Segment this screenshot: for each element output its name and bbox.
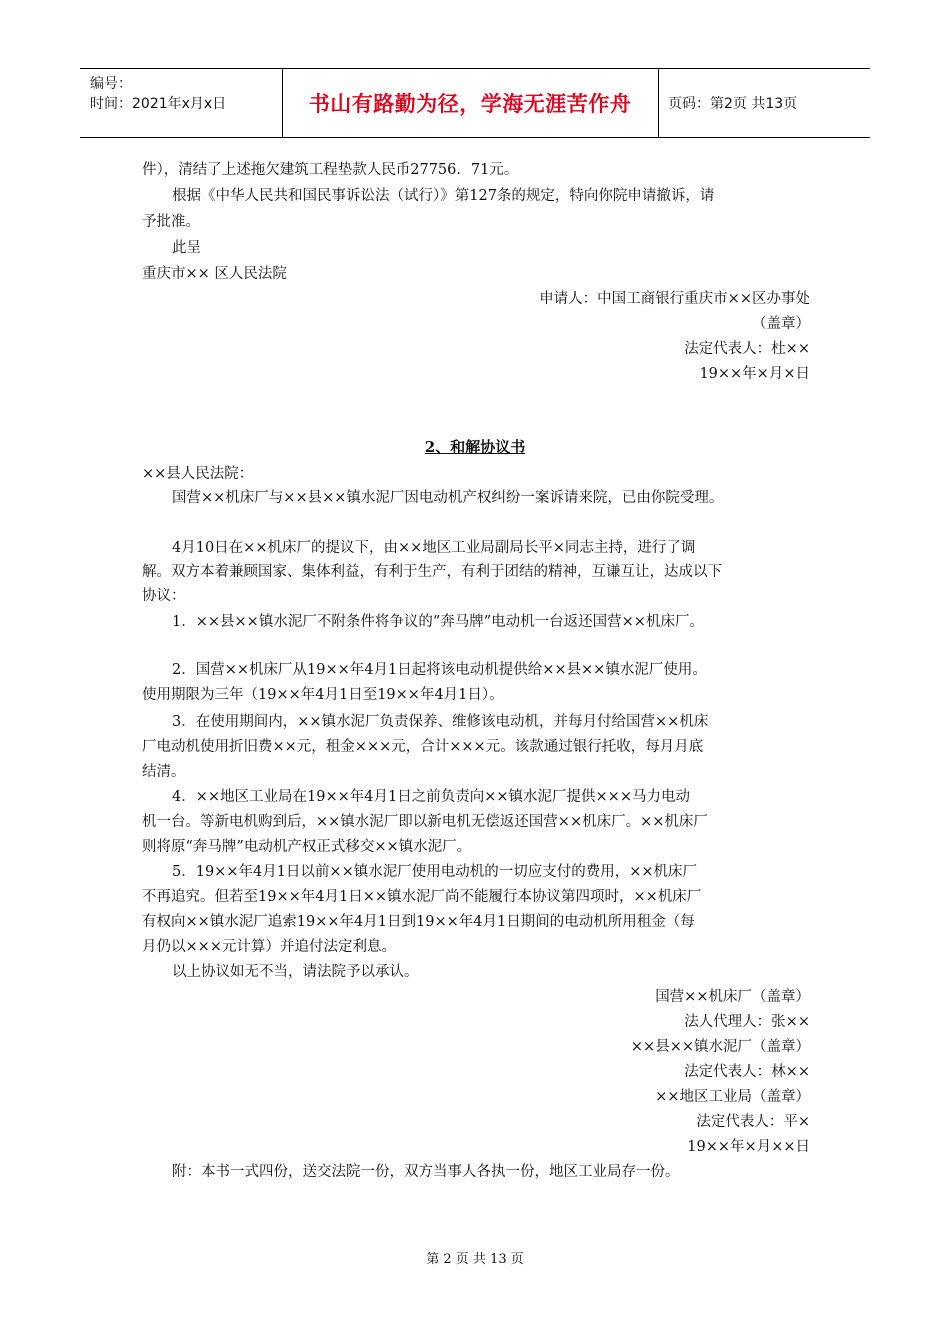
text-line: 件），清结了上述拖欠建筑工程垫款人民币27756．71元。 xyxy=(142,162,519,178)
text-line: 则将原“奔马牌”电动机产权正式移交××镇水泥厂。 xyxy=(142,839,472,855)
signature-date: 19××年×月×日 xyxy=(699,366,810,382)
text-line: 月仍以×××元计算）并追付法定利息。 xyxy=(142,939,396,955)
page-header xyxy=(80,68,870,138)
text-line: 予批准。 xyxy=(142,214,200,230)
agreement-item-3: 3．在使用期间内，××镇水泥厂负责保养、维修该电动机，并每月付给国营××机床 xyxy=(172,714,709,730)
signatory: ××地区工业局（盖章） xyxy=(655,1089,810,1105)
court-name: 重庆市×× 区人民法院 xyxy=(142,266,287,282)
text-line: 4月10日在××机床厂的提议下，由××地区工业局副局长平×同志主持，进行了调 xyxy=(172,540,696,556)
page-info: 页码：第2页 共13页 xyxy=(668,96,798,112)
header-meta xyxy=(80,69,283,137)
text-line: 结清。 xyxy=(142,764,186,780)
page-footer: 第 2 页 共 13 页 xyxy=(426,1252,524,1267)
agreement-item-4: 4．××地区工业局在19××年4月1日之前负责向××镇水泥厂提供×××马力电动 xyxy=(172,789,690,805)
signatory: 法定代表人：林×× xyxy=(684,1064,810,1080)
text-line: 国营××机床厂与××县××镇水泥厂因电动机产权纠纷一案诉请来院，已由你院受理。 xyxy=(172,490,724,506)
date-label: 时间：2021年x月x日 xyxy=(90,96,227,112)
text-line: 此呈 xyxy=(172,240,201,256)
closing-line: 以上协议如无不当，请法院予以承认。 xyxy=(172,964,419,980)
text-line: 使用期限为三年（19××年4月1日至19××年4月1日）。 xyxy=(142,687,504,703)
signatory: 法人代理人：张×× xyxy=(684,1014,810,1030)
motto: 书山有路勤为径，学海无涯苦作舟 xyxy=(308,92,632,116)
agreement-item-2: 2．国营××机床厂从19××年4月1日起将该电动机提供给××县××镇水泥厂使用。 xyxy=(172,662,707,678)
signatory: 国营××机床厂（盖章） xyxy=(655,989,810,1005)
text-line: 不再追究。但若至19××年4月1日××镇水泥厂尚不能履行本协议第四项时，××机床厂 xyxy=(142,889,702,905)
text-line: 解。双方本着兼顾国家、集体利益，有利于生产，有利于团结的精神，互谦互让，达成以下 xyxy=(142,564,722,580)
signatory: ××县××镇水泥厂（盖章） xyxy=(630,1039,810,1055)
seal-note: （盖章） xyxy=(752,316,810,332)
agreement-item-1: 1．××县××镇水泥厂不附条件将争议的“奔马牌”电动机一台返还国营××机床厂。 xyxy=(172,614,704,630)
header-page-cell xyxy=(658,69,870,137)
signatory: 法定代表人：平× xyxy=(696,1114,810,1130)
text-line: 根据《中华人民共和国民事诉讼法（试行）》第127条的规定，特向你院申请撤诉，请 xyxy=(172,188,715,204)
text-line: 协议： xyxy=(142,588,186,604)
number-label: 编号： xyxy=(90,76,132,92)
agreement-item-5: 5．19××年4月1日以前××镇水泥厂使用电动机的一切应支付的费用，××机床厂 xyxy=(172,864,698,880)
text-line: 厂电动机使用折旧费××元，租金×××元，合计×××元。该款通过银行托收，每月月底 xyxy=(142,739,704,755)
header-motto-cell xyxy=(282,69,659,137)
signature-date: 19××年×月××日 xyxy=(687,1139,810,1155)
text-line: 有权向××镇水泥厂追索19××年4月1日到19××年4月1日期间的电动机所用租金（每 xyxy=(142,914,695,930)
text-line: 机一台。等新电机购到后，××镇水泥厂即以新电机无偿返还国营××机床厂。××机床厂 xyxy=(142,814,708,830)
appendix-note: 附：本书一式四份，送交法院一份，双方当事人各执一份，地区工业局存一份。 xyxy=(172,1164,680,1180)
applicant: 申请人：中国工商银行重庆市××区办事处 xyxy=(539,291,810,307)
section-title: 2、和解协议书 xyxy=(424,438,526,456)
legal-representative: 法定代表人：杜×× xyxy=(684,341,810,357)
addressee: ××县人民法院： xyxy=(142,466,254,482)
